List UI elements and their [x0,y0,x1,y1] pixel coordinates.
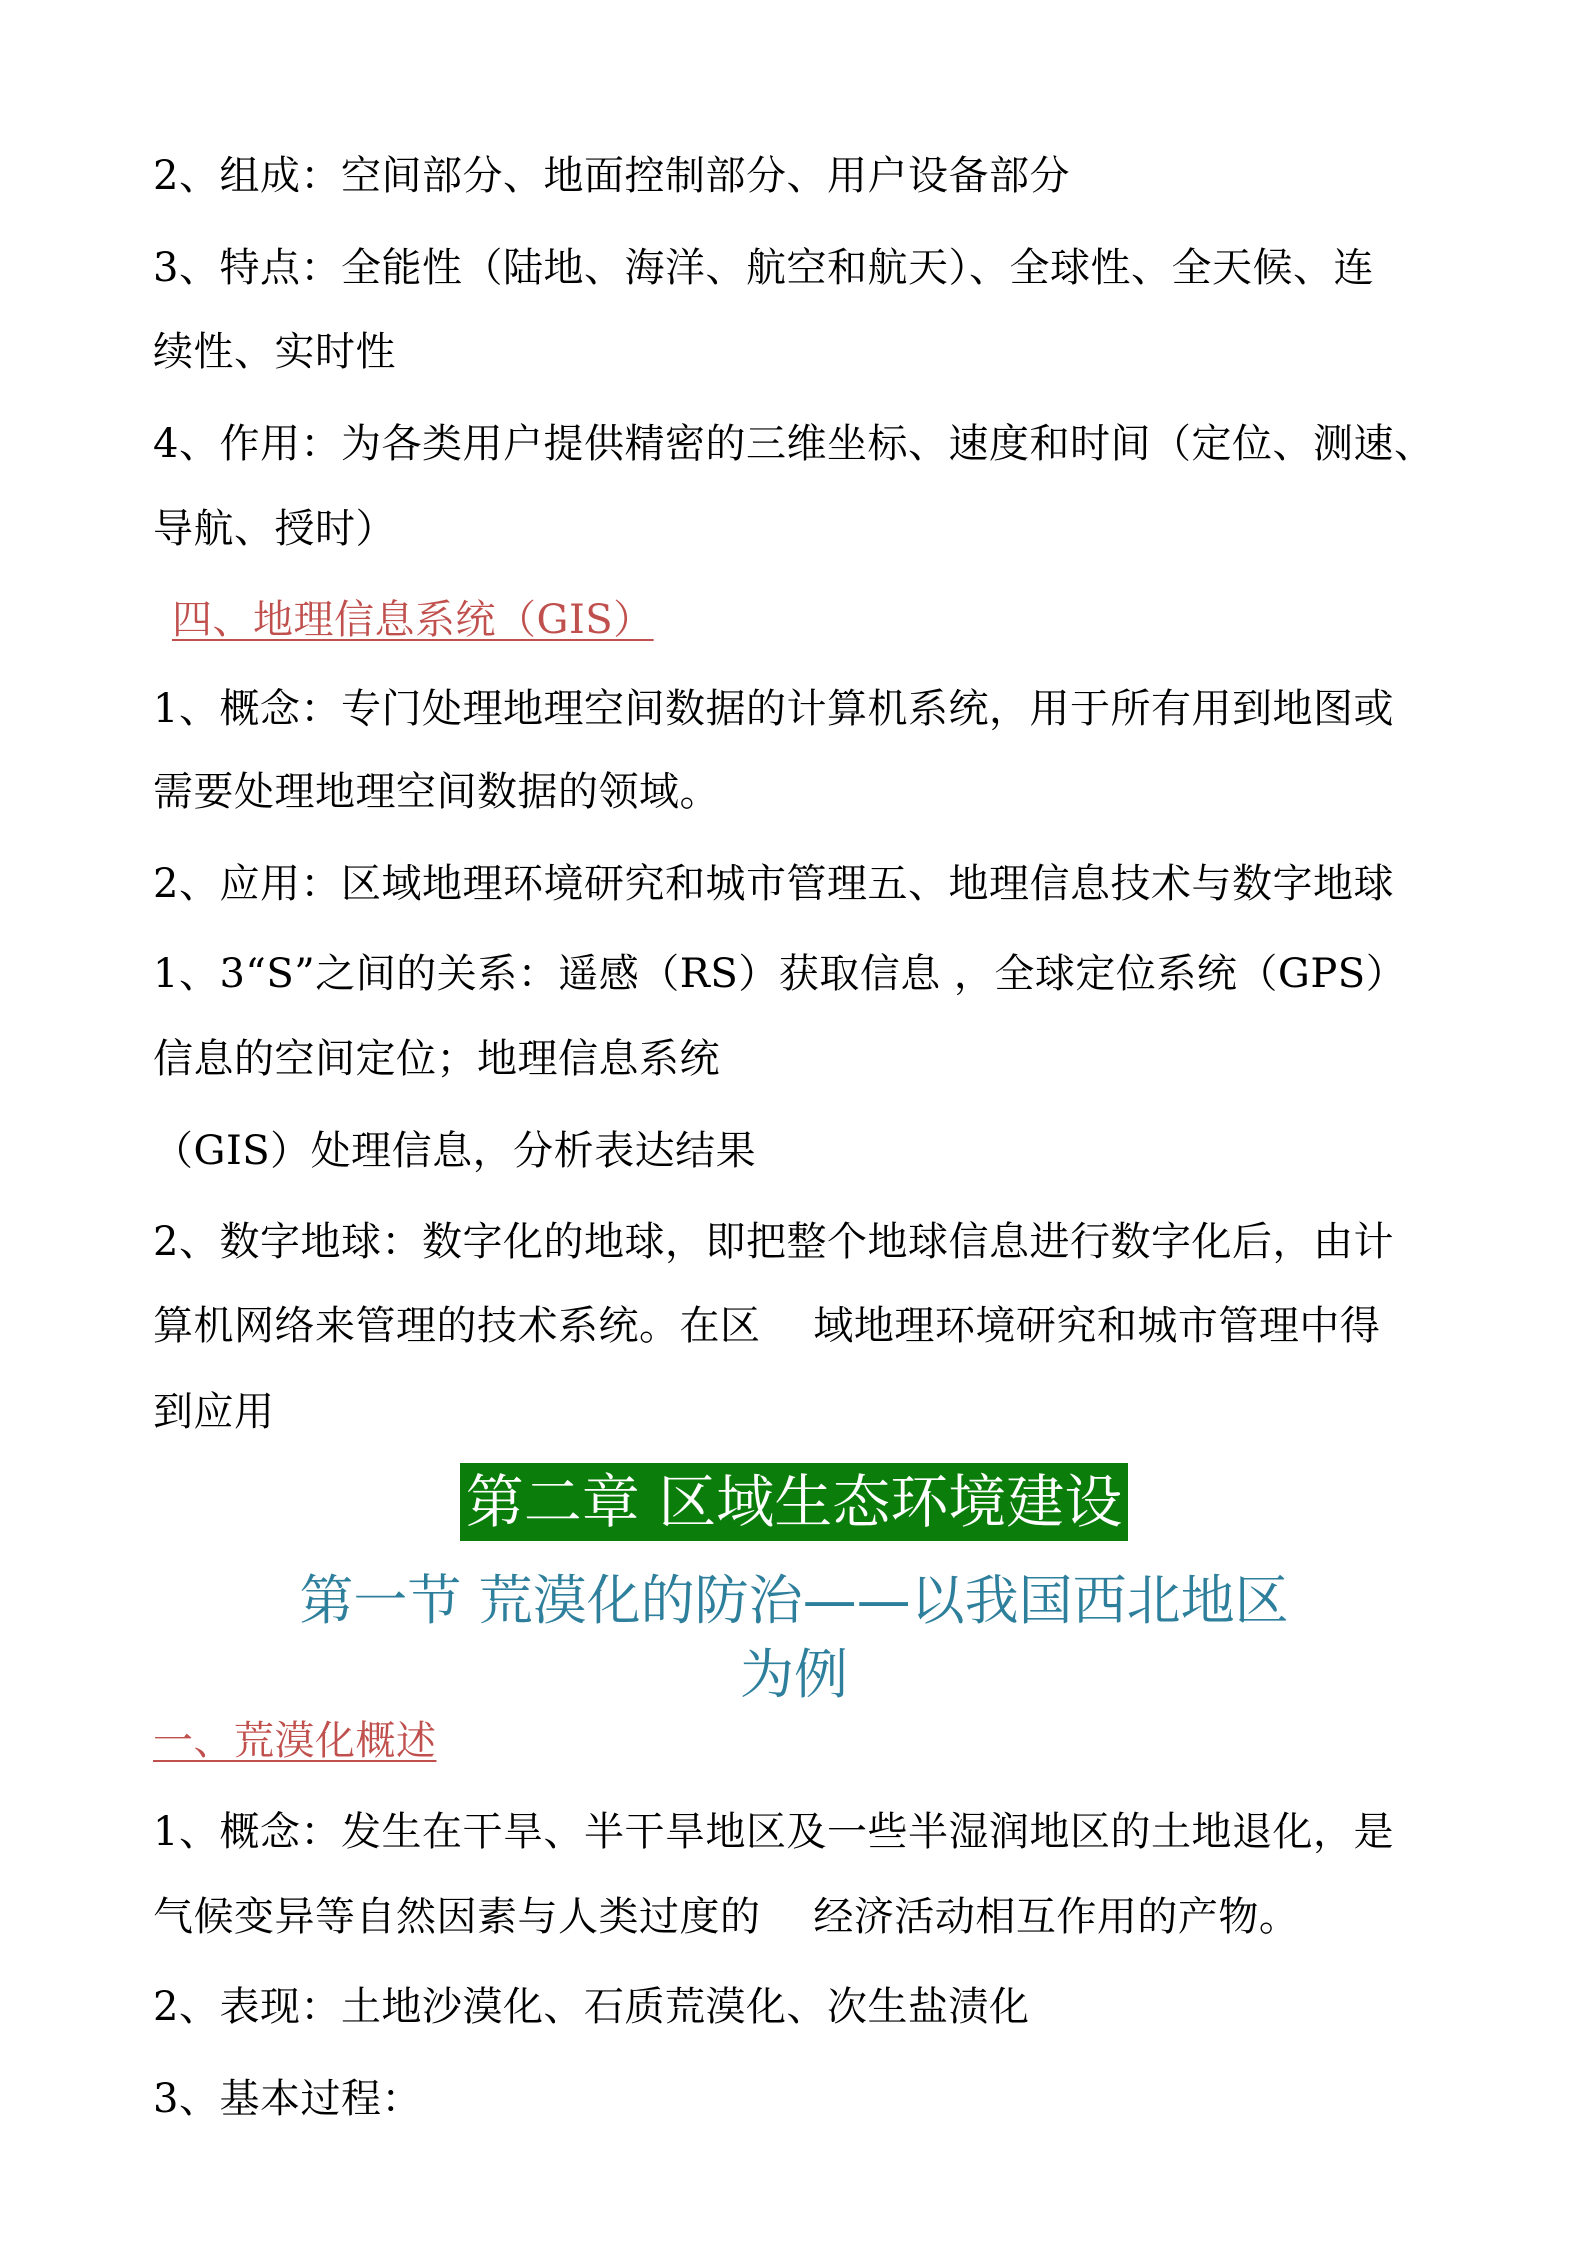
gps-composition-line: 2、组成：空间部分、地面控制部分、用户设备部分 [153,153,1070,199]
gps-features-line-2: 续性、实时性 [153,329,396,375]
digital-earth-line-2: 算机网络来管理的技术系统。在区 域地理环境研究和城市管理中得 [153,1303,1381,1349]
section-title-line-1: 第一节 荒漠化的防治——以我国西北地区 [299,1569,1289,1632]
digital-earth-line-1: 2、数字地球：数字化的地球，即把整个地球信息进行数字化后，由计 [153,1219,1394,1265]
gps-function-line-1: 4、作用：为各类用户提供精密的三维坐标、速度和时间（定位、测速、 [153,421,1435,467]
3s-relation-line-3: （GIS）处理信息，分析表达结果 [153,1128,757,1174]
gis-application-line: 2、应用：区域地理环境研究和城市管理五、地理信息技术与数字地球 [153,861,1394,907]
chapter-title: 第二章 区域生态环境建设 [460,1463,1128,1541]
chapter-heading-container [0,1463,1588,1541]
3s-relation-line-1: 1、3“S”之间的关系：遥感（RS）获取信息 ，全球定位系统（GPS） [153,951,1407,997]
desert-concept-line-1: 1、概念：发生在干旱、半干旱地区及一些半湿润地区的土地退化，是 [153,1809,1394,1855]
desert-concept-line-2: 气候变异等自然因素与人类过度的 经济活动相互作用的产物。 [153,1894,1300,1940]
gps-function-line-2: 导航、授时） [153,506,396,552]
desert-manifestation-line: 2、表现：土地沙漠化、石质荒漠化、次生盐渍化 [153,1984,1030,2030]
heading-gis: 四、地理信息系统（GIS） [172,597,654,643]
heading-desertification-overview: 一、荒漠化概述 [153,1718,437,1764]
gis-concept-line-2: 需要处理地理空间数据的领域。 [153,769,720,815]
gis-concept-line-1: 1、概念：专门处理地理空间数据的计算机系统，用于所有用到地图或 [153,686,1394,732]
section-title-line-2: 为例 [740,1643,848,1706]
3s-relation-line-2: 信息的空间定位；地理信息系统 [153,1036,720,1082]
digital-earth-line-3: 到应用 [153,1389,275,1435]
desert-process-line: 3、基本过程： [153,2076,422,2122]
gps-features-line-1: 3、特点：全能性（陆地、海洋、航空和航天）、全球性、全天候、连 [153,245,1374,291]
